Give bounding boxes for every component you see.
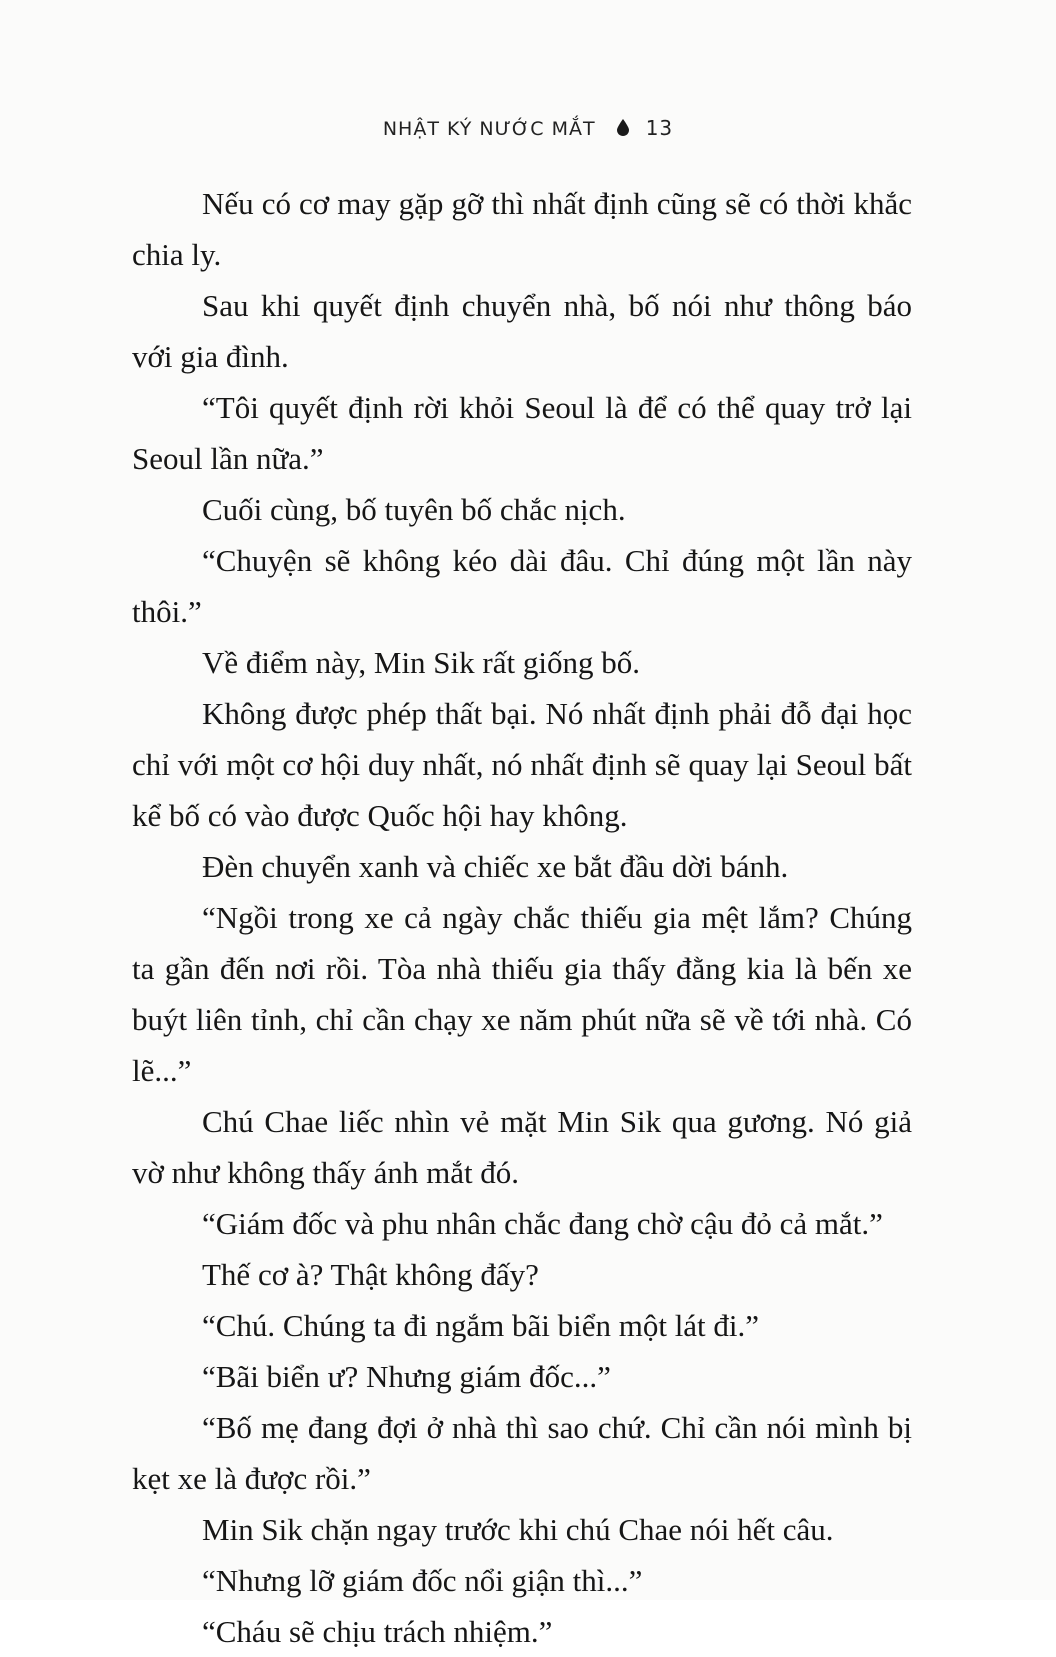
paragraph: “Bố mẹ đang đợi ở nhà thì sao chứ. Chỉ cần nói mình bị kẹt xe là được rồi.” [132, 1410, 912, 1496]
paragraph: “Giám đốc và phu nhân chắc đang chờ cậu đỏ cả mắt.” [202, 1206, 883, 1241]
paragraph: Về điểm này, Min Sik rất giống bố. [202, 645, 640, 680]
paragraph: “Chú. Chúng ta đi ngắm bãi biển một lát đi.” [202, 1308, 760, 1343]
paragraph: Không được phép thất bại. Nó nhất định phải đỗ đại học chỉ với một cơ hội duy nhất, nó nhất định sẽ quay lại Seoul bất kể bố có vào được Quốc hội hay không. [132, 696, 912, 833]
paragraph: “Nhưng lỡ giám đốc nổi giận thì...” [202, 1563, 643, 1598]
paragraph: “Bãi biển ư? Nhưng giám đốc...” [202, 1359, 611, 1394]
paragraph: Chú Chae liếc nhìn vẻ mặt Min Sik qua gương. Nó giả vờ như không thấy ánh mắt đó. [132, 1104, 912, 1190]
paragraph: Nếu có cơ may gặp gỡ thì nhất định cũng sẽ có thời khắc chia ly. [132, 186, 912, 272]
page-number: 13 [645, 116, 674, 140]
paragraph: Min Sik chặn ngay trước khi chú Chae nói hết câu. [202, 1512, 834, 1547]
paragraph: Thế cơ à? Thật không đấy? [202, 1257, 539, 1292]
paragraph: Cuối cùng, bố tuyên bố chắc nịch. [202, 492, 626, 527]
paragraph: “Ngồi trong xe cả ngày chắc thiếu gia mệt lắm? Chúng ta gần đến nơi rồi. Tòa nhà thiếu gia thấy đằng kia là bến xe buýt liên tỉnh, chỉ cần chạy xe năm phút nữa sẽ về tới nhà. Có lẽ...” [132, 900, 912, 1088]
water-drop-icon [617, 119, 629, 141]
paragraph: Đèn chuyển xanh và chiếc xe bắt đầu dời bánh. [202, 849, 789, 884]
paragraph: “Chuyện sẽ không kéo dài đâu. Chỉ đúng một lần này thôi.” [132, 543, 912, 629]
book-title: NHẬT KÝ NƯỚC MẮT [382, 118, 596, 140]
running-header [0, 116, 1056, 141]
paragraph: “Tôi quyết định rời khỏi Seoul là để có thể quay trở lại Seoul lần nữa.” [132, 390, 912, 476]
paragraph: “Cháu sẽ chịu trách nhiệm.” [202, 1614, 553, 1649]
body-text [132, 178, 912, 1657]
paragraph: Sau khi quyết định chuyển nhà, bố nói như thông báo với gia đình. [132, 288, 912, 374]
